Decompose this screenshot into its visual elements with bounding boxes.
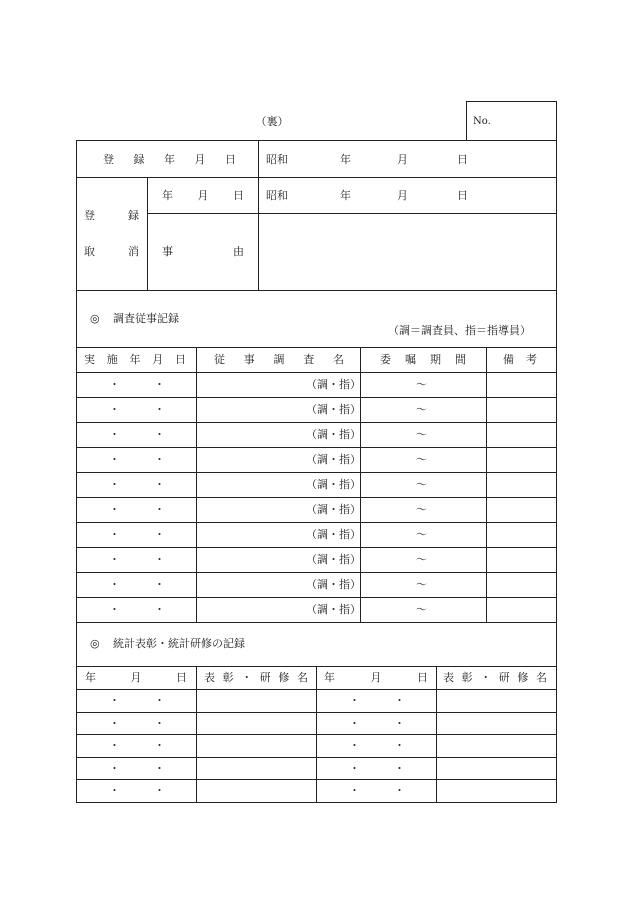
date-dot: ・: [109, 478, 120, 491]
no-box-left: [466, 101, 467, 140]
award-date-dot: ・: [349, 784, 360, 797]
awards-col-name-left-char: ・: [241, 671, 253, 684]
survey-col-line: [196, 347, 197, 622]
frame-bottom: [76, 802, 556, 803]
role-label: （調・指）: [306, 528, 361, 541]
cancel-year-label: 年: [340, 189, 351, 202]
cancel-date-label-char: 日: [233, 189, 244, 202]
reason-label-char: 由: [233, 245, 244, 258]
col-name-header-char: 事: [243, 353, 255, 366]
era-label: 昭和: [266, 153, 288, 166]
awards-col-name-right-char: ・: [480, 671, 492, 684]
cancel-label-top: [84, 210, 139, 221]
cancel-label-divider: [147, 177, 148, 290]
cancel-label-bottom: [84, 246, 139, 257]
date-dot: ・: [154, 503, 165, 516]
awards-col-name-left-char: 修: [278, 671, 290, 684]
award-date-dot: ・: [394, 694, 405, 707]
survey-legend: （調＝調査員、指＝指導員）: [388, 324, 531, 337]
col-name-header-char: 従: [214, 353, 225, 366]
awards-col-line: [196, 666, 197, 802]
award-date-dot: ・: [394, 717, 405, 730]
awards-heading-mark: ◎: [90, 637, 100, 650]
col-period-header-char: 嘱: [405, 353, 416, 366]
awards-col-name-left-char: 研: [259, 671, 271, 684]
cancel-label-top-char: 録: [128, 209, 139, 222]
role-label: （調・指）: [306, 578, 361, 591]
col-period-header: [380, 354, 466, 365]
col-name-header-char: 査: [303, 353, 315, 366]
date-dot: ・: [154, 528, 165, 541]
registration-date-label-char: 月: [194, 153, 206, 166]
role-label: （調・指）: [306, 453, 361, 466]
date-dot: ・: [109, 503, 120, 516]
date-dot: ・: [154, 478, 165, 491]
period-tilde: ～: [416, 403, 427, 416]
col-date-header-char: 日: [175, 353, 186, 366]
role-label: （調・指）: [306, 378, 361, 391]
role-label: （調・指）: [306, 428, 361, 441]
date-dot: ・: [154, 403, 165, 416]
award-date-dot: ・: [154, 694, 165, 707]
reg-bottom-line: [76, 290, 556, 291]
cancel-day-label: 日: [457, 189, 468, 202]
col-date-header-char: 実: [84, 353, 95, 366]
date-dot: ・: [154, 453, 165, 466]
award-date-dot: ・: [154, 739, 165, 752]
awards-col-date-right: [324, 672, 428, 683]
cancel-date-label: [162, 190, 244, 201]
period-tilde: ～: [416, 453, 427, 466]
month-label: 月: [397, 153, 408, 166]
col-date-header-char: 月: [152, 353, 164, 366]
registration-date-label-char: 日: [225, 153, 236, 166]
survey-row-line: [76, 497, 556, 498]
date-dot: ・: [154, 553, 165, 566]
col-period-header-char: 期: [430, 353, 441, 366]
period-tilde: ～: [416, 603, 427, 616]
awards-col-line: [316, 666, 317, 802]
awards-col-date-right-char: 日: [417, 671, 428, 684]
award-date-dot: ・: [154, 784, 165, 797]
award-date-dot: ・: [109, 717, 120, 730]
awards-col-name-right-char: 研: [498, 671, 510, 684]
survey-row-line: [76, 597, 556, 598]
award-date-dot: ・: [154, 762, 165, 775]
registration-date-label-char: 録: [133, 153, 145, 166]
awards-col-name-right: [443, 672, 547, 683]
award-date-dot: ・: [109, 739, 120, 752]
col-date-header-char: 施: [106, 353, 118, 366]
survey-header-bottom: [76, 372, 556, 373]
period-tilde: ～: [416, 428, 427, 441]
awards-col-date-left-char: 年: [85, 671, 96, 684]
awards-col-name-right-char: 彰: [461, 671, 473, 684]
no-label: No.: [473, 116, 491, 127]
awards-col-date-left-char: 月: [130, 671, 142, 684]
cancel-label-bottom-char: 取: [84, 245, 95, 258]
col-note-header-char: 考: [526, 353, 537, 366]
frame-top: [76, 140, 556, 141]
period-tilde: ～: [416, 528, 427, 541]
period-tilde: ～: [416, 478, 427, 491]
col-note-header-char: 備: [503, 353, 514, 366]
col-period-header-char: 委: [380, 353, 391, 366]
registration-date-label-char: 登: [103, 153, 114, 166]
awards-col-date-left: [85, 672, 187, 683]
col-period-header-char: 間: [455, 353, 466, 366]
survey-row-line: [76, 547, 556, 548]
date-dot: ・: [109, 528, 120, 541]
award-date-dot: ・: [109, 762, 120, 775]
cancel-label-bottom-char: 消: [128, 245, 139, 258]
cancel-month-label: 月: [397, 189, 408, 202]
date-dot: ・: [109, 603, 120, 616]
date-dot: ・: [109, 453, 120, 466]
award-date-dot: ・: [109, 694, 120, 707]
awards-col-date-left-char: 日: [176, 671, 187, 684]
date-dot: ・: [109, 553, 120, 566]
awards-col-name-right-char: 修: [517, 671, 529, 684]
survey-heading: 調査従事記録: [113, 312, 179, 325]
period-tilde: ～: [416, 578, 427, 591]
survey-row-line: [76, 422, 556, 423]
awards-col-line: [436, 666, 437, 802]
ura-label: （裏）: [255, 115, 289, 128]
date-dot: ・: [109, 428, 120, 441]
registration-date-label-char: 年: [164, 153, 175, 166]
col-name-header: [214, 354, 344, 365]
reg-divider: [258, 140, 259, 290]
year-label: 年: [340, 153, 351, 166]
award-date-dot: ・: [154, 717, 165, 730]
survey-header-top: [76, 347, 556, 348]
survey-heading-mark: ◎: [90, 312, 100, 325]
date-dot: ・: [154, 428, 165, 441]
day-label: 日: [457, 153, 468, 166]
date-dot: ・: [109, 403, 120, 416]
awards-col-date-right-char: 年: [324, 671, 335, 684]
award-date-dot: ・: [349, 694, 360, 707]
date-dot: ・: [154, 578, 165, 591]
survey-row-line: [76, 622, 556, 623]
role-label: （調・指）: [306, 503, 361, 516]
awards-col-name-left: [204, 672, 308, 683]
reason-label-char: 事: [162, 245, 173, 258]
awards-col-name-right-char: 表: [443, 671, 454, 684]
col-date-header: [84, 354, 186, 365]
award-date-dot: ・: [349, 762, 360, 775]
date-dot: ・: [109, 378, 120, 391]
period-tilde: ～: [416, 503, 427, 516]
cancel-mid-line: [147, 213, 556, 214]
col-date-header-char: 年: [129, 353, 141, 366]
role-label: （調・指）: [306, 403, 361, 416]
survey-row-line: [76, 397, 556, 398]
award-date-dot: ・: [349, 739, 360, 752]
award-date-dot: ・: [394, 739, 405, 752]
cancel-date-label-char: 月: [197, 189, 209, 202]
col-note-header: [503, 354, 537, 365]
date-dot: ・: [109, 578, 120, 591]
reason-label: [162, 246, 244, 257]
awards-col-name-left-char: 名: [296, 671, 308, 684]
survey-row-line: [76, 447, 556, 448]
period-tilde: ～: [416, 553, 427, 566]
frame-right: [556, 101, 557, 803]
awards-col-name-left-char: 表: [204, 671, 215, 684]
cancel-date-label-char: 年: [162, 189, 173, 202]
award-date-dot: ・: [109, 784, 120, 797]
cancel-label-top-char: 登: [84, 209, 95, 222]
awards-col-name-right-char: 名: [535, 671, 547, 684]
award-date-dot: ・: [394, 762, 405, 775]
survey-row-line: [76, 572, 556, 573]
awards-heading: 統計表彰・統計研修の記録: [113, 637, 245, 650]
role-label: （調・指）: [306, 553, 361, 566]
survey-row-line: [76, 522, 556, 523]
role-label: （調・指）: [306, 603, 361, 616]
survey-col-line: [486, 347, 487, 622]
cancel-era-label: 昭和: [266, 189, 288, 202]
col-name-header-char: 名: [333, 353, 344, 366]
role-label: （調・指）: [306, 478, 361, 491]
date-dot: ・: [154, 378, 165, 391]
registration-date-label: [103, 154, 236, 165]
period-tilde: ～: [416, 378, 427, 391]
col-name-header-char: 調: [273, 353, 285, 366]
date-dot: ・: [154, 603, 165, 616]
award-date-dot: ・: [349, 717, 360, 730]
survey-row-line: [76, 472, 556, 473]
awards-col-name-left-char: 彰: [222, 671, 234, 684]
no-box-top: [466, 101, 556, 102]
award-date-dot: ・: [394, 784, 405, 797]
awards-col-date-right-char: 月: [370, 671, 382, 684]
reg-row-line: [76, 177, 556, 178]
